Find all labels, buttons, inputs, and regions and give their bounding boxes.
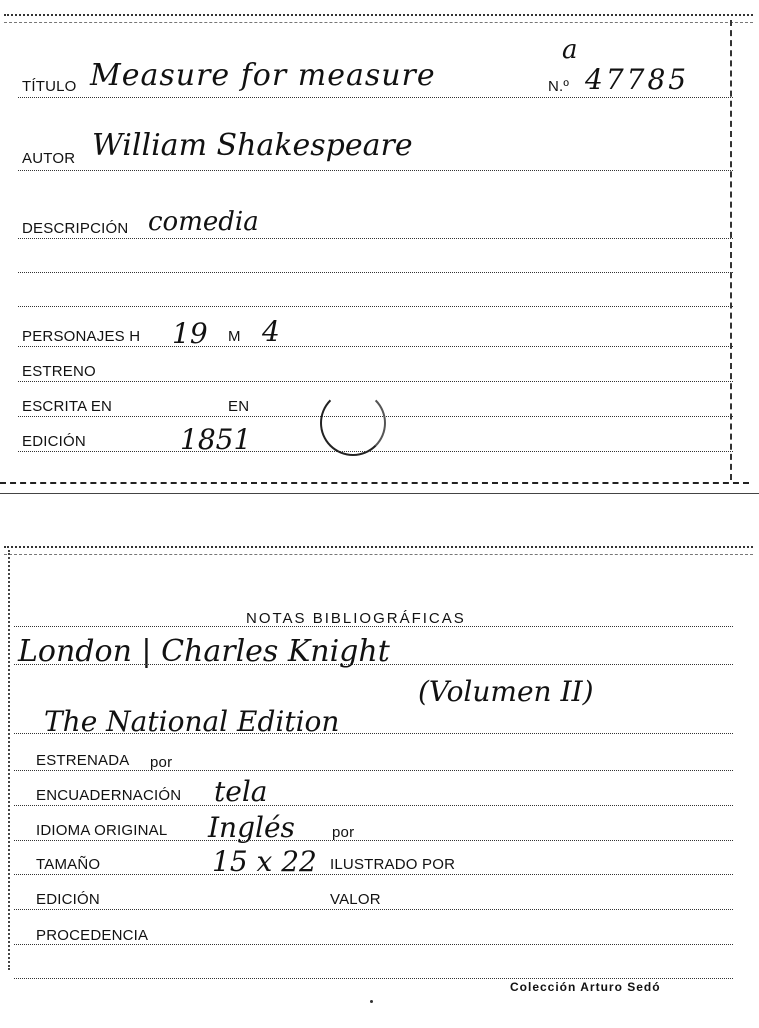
procedencia-label: PROCEDENCIA	[36, 927, 149, 944]
catalog-card-front	[0, 0, 759, 495]
line-edicion	[18, 451, 733, 452]
descripcion-label: DESCRIPCIÓN	[22, 220, 129, 237]
encuadernacion-value: tela	[214, 775, 268, 808]
ilustrado-label: ILUSTRADO POR	[330, 856, 456, 873]
line-estrenada	[14, 770, 733, 771]
card-left-edge	[8, 550, 10, 970]
line-edicion	[14, 909, 733, 910]
estrenada-por: por	[150, 754, 173, 771]
card-top-edge	[4, 14, 753, 23]
estrenada-label: ESTRENADA	[36, 752, 130, 769]
valor-label: VALOR	[330, 891, 381, 908]
numero-superscript: a	[562, 35, 578, 65]
personajes-m-label: M	[228, 328, 241, 345]
line-blank-1	[18, 272, 733, 273]
line-encuadernacion	[14, 805, 733, 806]
edicion-label: EDICIÓN	[36, 891, 100, 908]
escrita-en-label: EN	[228, 398, 250, 415]
numero-label: N.º	[548, 78, 570, 95]
notes-line-1: London | Charles Knight	[18, 634, 390, 669]
line-titulo	[18, 97, 733, 98]
numero-value: 47785	[585, 63, 690, 96]
idioma-label: IDIOMA ORIGINAL	[36, 822, 168, 839]
descripcion-value: comedia	[148, 207, 259, 237]
autor-value: William Shakespeare	[92, 128, 413, 163]
titulo-value: Measure for measure	[90, 58, 436, 93]
stamp-circle	[320, 390, 386, 456]
line-blank-2	[18, 306, 733, 307]
personajes-m-value: 4	[262, 315, 280, 348]
edicion-value: 1851	[180, 423, 252, 456]
line-descripcion	[18, 238, 733, 239]
line-tamano	[14, 874, 733, 875]
personajes-label: PERSONAJES H	[22, 328, 141, 345]
tamano-label: TAMAÑO	[36, 856, 101, 873]
escrita-label: ESCRITA EN	[22, 398, 113, 415]
idioma-por: por	[332, 824, 355, 841]
line-autor	[18, 170, 733, 171]
edicion-label: EDICIÓN	[22, 433, 86, 450]
card-cut-line	[0, 493, 759, 494]
speck	[370, 1000, 373, 1003]
line-idioma	[14, 840, 733, 841]
notas-heading: NOTAS BIBLIOGRÁFICAS	[246, 610, 466, 627]
notes-line-2: The National Edition	[44, 705, 340, 738]
line-procedencia	[14, 944, 733, 945]
estreno-label: ESTRENO	[22, 363, 96, 380]
idioma-value: Inglés	[208, 811, 295, 844]
line-estreno	[18, 381, 733, 382]
line-notes-1	[14, 664, 733, 665]
titulo-label: TÍTULO	[22, 78, 77, 95]
volume-note: (Volumen II)	[418, 675, 594, 708]
encuadernacion-label: ENCUADERNACIÓN	[36, 787, 182, 804]
line-blank-bottom	[14, 978, 733, 979]
autor-label: AUTOR	[22, 150, 76, 167]
personajes-h-value: 19	[172, 317, 208, 350]
catalog-card-back	[0, 540, 759, 1010]
collection-footer: Colección Arturo Sedó	[510, 980, 661, 994]
tamano-value: 15 x 22	[212, 845, 317, 878]
line-personajes	[18, 346, 733, 347]
card-bottom-edge	[0, 482, 749, 484]
card-right-edge	[730, 20, 732, 480]
card-top-edge	[4, 546, 753, 555]
line-notes-2	[14, 733, 733, 734]
line-notas	[14, 626, 733, 627]
